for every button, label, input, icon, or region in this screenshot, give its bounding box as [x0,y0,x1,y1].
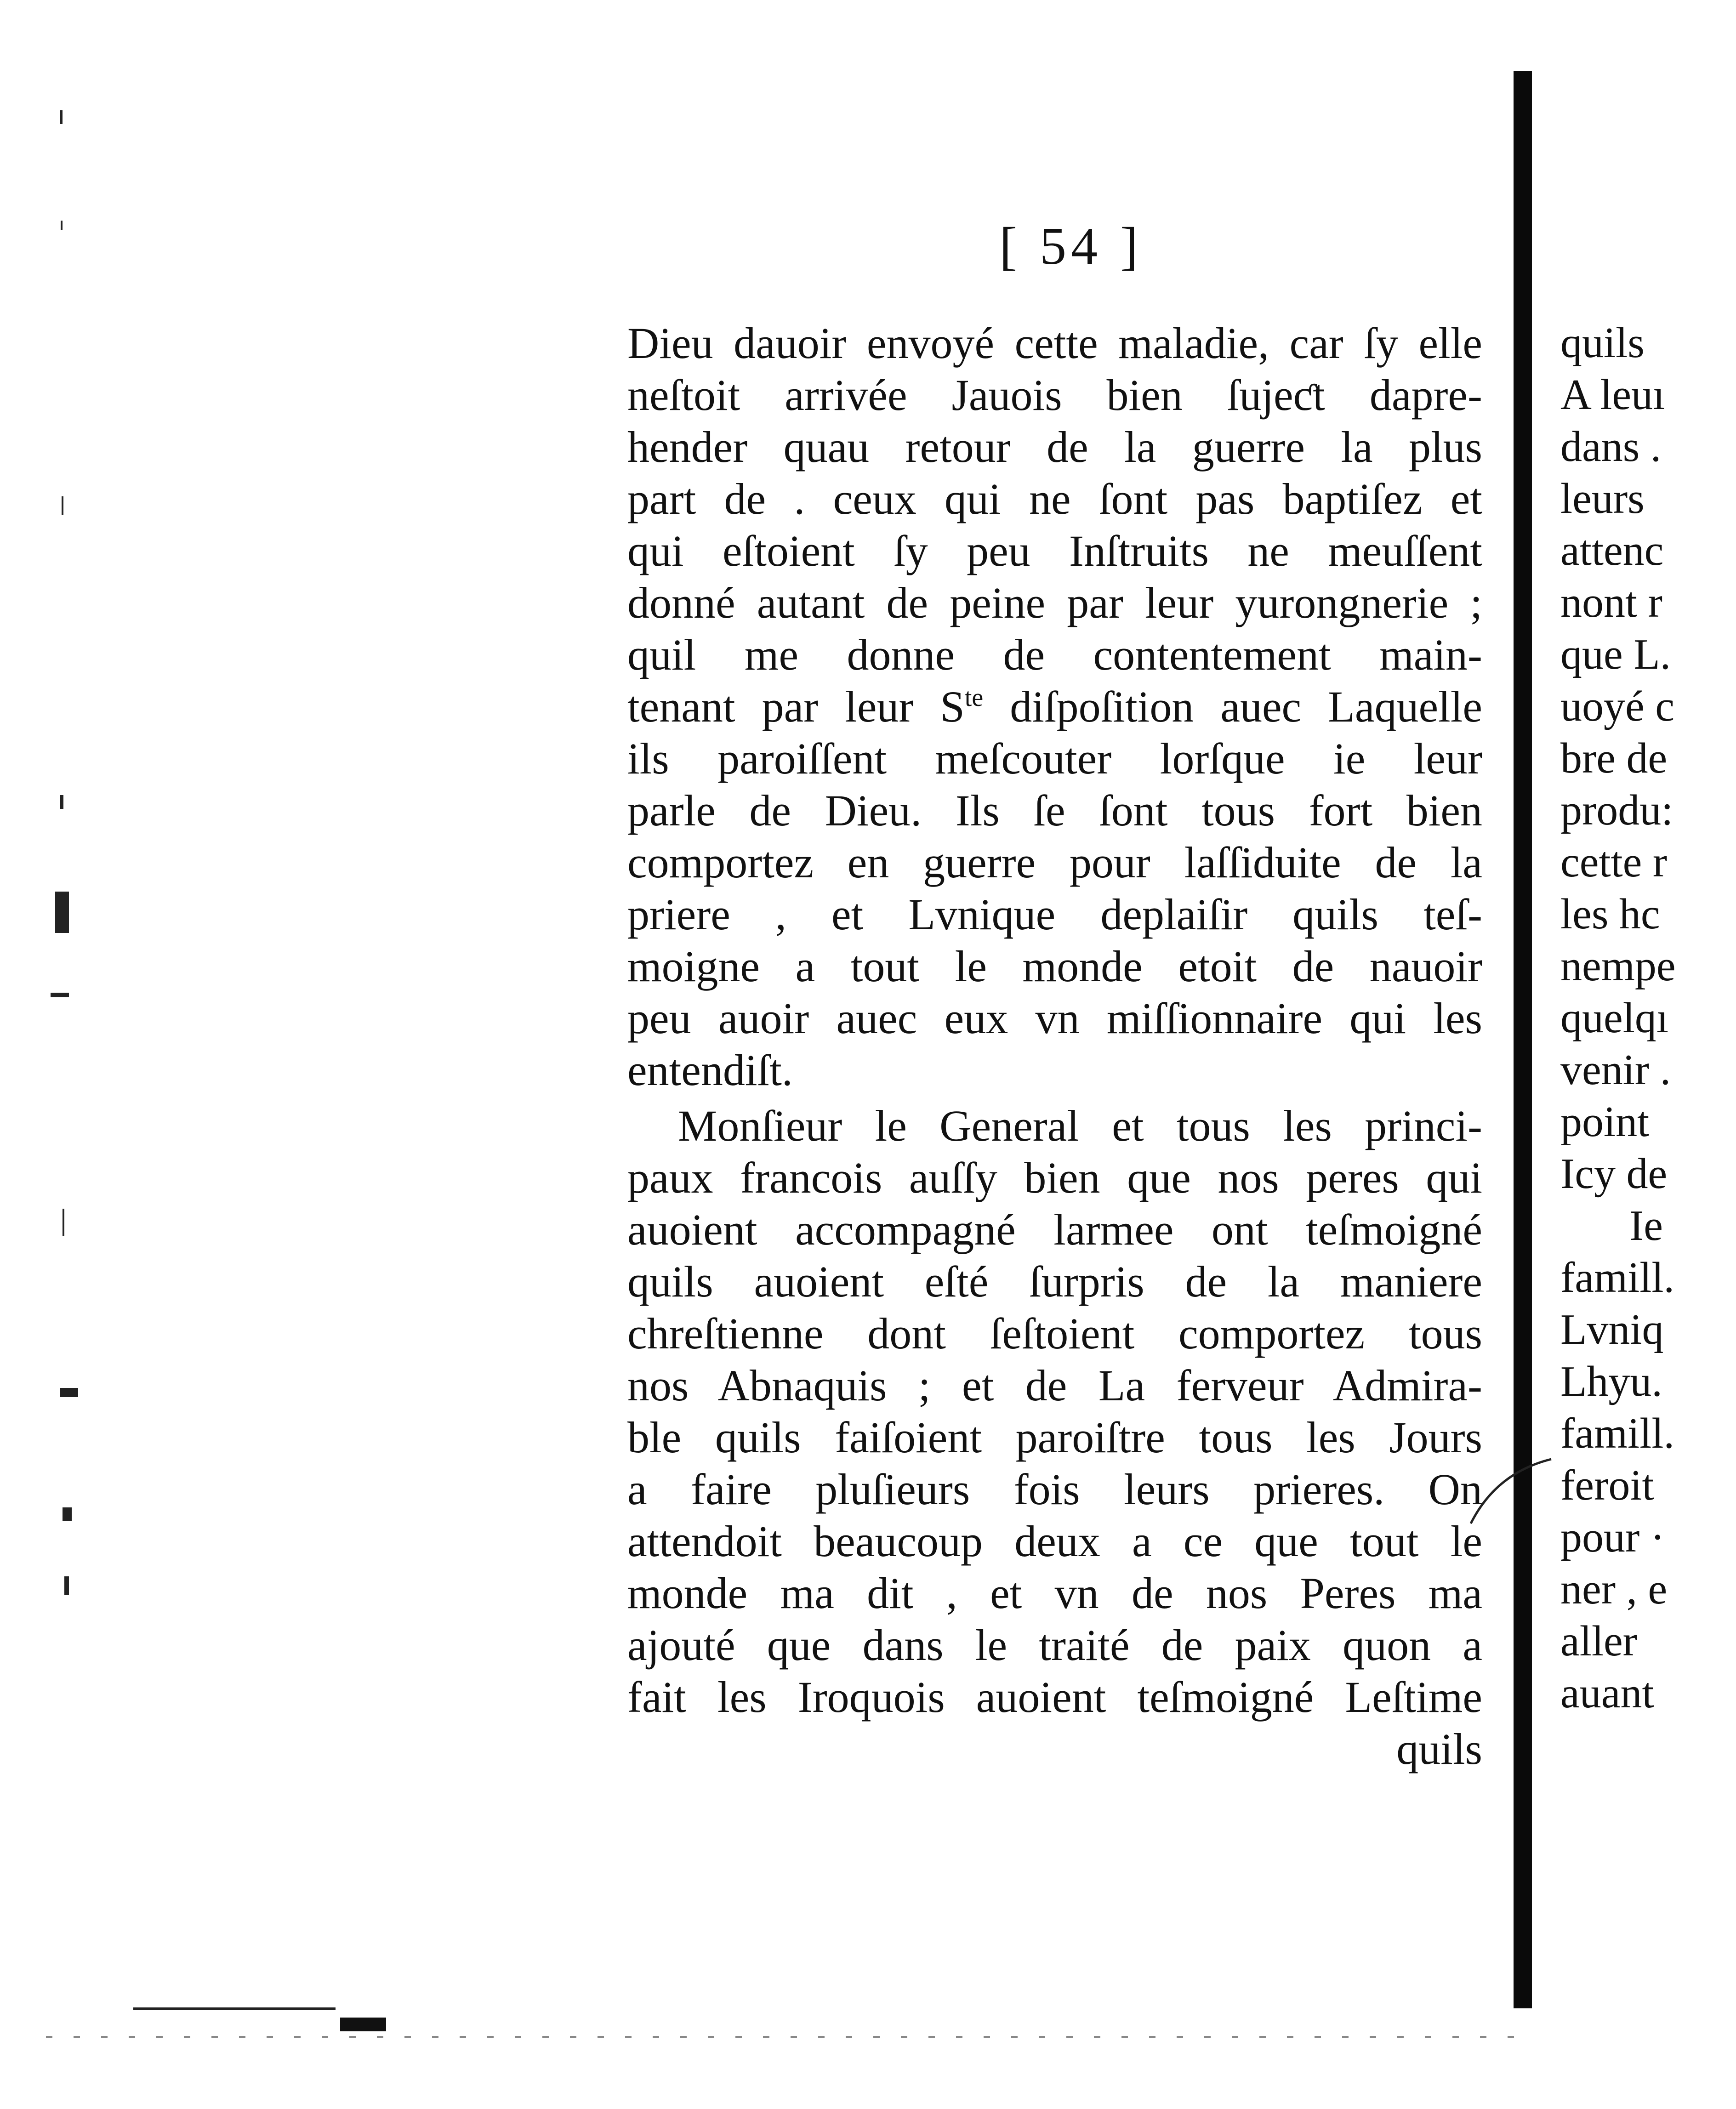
page-number: [ 54 ] [999,217,1143,276]
fragment-line: quelqı [1560,994,1668,1042]
bottom-scan-rule [133,2007,299,2010]
text-line: priere , et Lvnique deplaiſir quils teſ- [627,890,1482,939]
text-line: parle de Dieu. Ils ſe ſont tous fort bien [627,786,1482,835]
fragment-line: nempe [1560,942,1676,990]
fragment-line: produ: [1560,786,1673,834]
text-line: entendiſt. [627,1046,793,1095]
text-segment: tenant par leur S [627,682,965,731]
fragment-line: point [1560,1098,1650,1146]
text-line: nos Abnaquis ; et de La ferveur Admira- [627,1361,1482,1410]
text-line: comportez en guerre pour laſſiduite de la [627,838,1482,887]
fragment-line: dans . [1560,423,1662,471]
gutter-divider [1514,71,1532,2008]
fragment-line: auant [1560,1669,1654,1717]
fragment-line: que L. [1560,631,1671,678]
facing-page-fragment [1560,317,1736,1788]
fragment-line: pour · [1560,1513,1665,1561]
fragment-line: uoyé c [1560,682,1674,730]
fragment-line: A leuı [1560,371,1665,419]
bottom-scan-rule [299,2007,336,2010]
text-line: quil me donne de contentement main- [627,630,1482,679]
fragment-line: attenc [1560,527,1664,574]
text-line: a faire pluſieurs fois leurs prieres. On [627,1465,1482,1514]
margin-stroke [1468,1455,1560,1528]
fragment-line: famill. [1560,1410,1674,1457]
catchword: quils [1396,1724,1482,1774]
bottom-scan-mark [340,2018,386,2031]
text-line: neſtoit arrivée Jauois bien ſujeƈt dapre- [627,370,1482,420]
fragment-line: cette r [1560,838,1668,886]
text-line: peu auoir auec eux vn miſſionnaire qui les [627,994,1482,1043]
text-line: ils paroiſſent meſcouter lorſque ie leur [627,734,1482,783]
text-line: hender quau retour de la guerre la plus [627,422,1482,472]
text-line-with-superscript [627,681,1482,733]
fragment-line: leurs [1560,475,1645,523]
text-line: auoient accompagné larmee ont teſmoigné [627,1205,1482,1254]
paragraph-first-line: Monſieur le General et tous les princi- [678,1101,1482,1150]
text-line: ajouté que dans le traité de paix quon a [627,1620,1482,1670]
text-line: part de . ceux qui ne ſont pas baptiſez et [627,474,1482,523]
text-line: Dieu dauoir envoyé cette maladie, car ſy elle [627,318,1482,368]
main-text-column [627,317,1482,1775]
text-line: paux francois auſſy bien que nos peres qui [627,1153,1482,1202]
left-margin-scan-marks [46,83,101,2036]
fragment-line: Icy de [1560,1150,1668,1198]
text-segment: diſpoſition auec Laquelle [983,682,1482,731]
fragment-line: Lhyu. [1560,1358,1662,1405]
fragment-line: les hc [1560,890,1660,938]
page-edge-dots [46,2036,1517,2038]
text-line: donné autant de peine par leur yurongnerie ; [627,578,1482,627]
fragment-line: bre de [1560,734,1668,782]
text-line: monde ma dit , et vn de nos Peres ma [627,1569,1482,1618]
text-line: attendoit beaucoup deux a ce que tout le [627,1517,1482,1566]
fragment-line: quils [1560,319,1645,367]
text-line: fait les Iroquois auoient teſmoigné Leſtime [627,1672,1482,1722]
fragment-line: venir . [1560,1046,1671,1094]
fragment-line: Ie [1629,1202,1663,1250]
superscript: te [964,683,984,712]
fragment-line: feroit [1560,1461,1654,1509]
fragment-line: famill. [1560,1254,1674,1302]
fragment-line: aller [1560,1617,1637,1665]
text-line: qui eſtoient ſy peu Inſtruits ne meuſſent [627,526,1482,575]
text-line: chreſtienne dont ſeſtoient comportez tous [627,1309,1482,1358]
fragment-line: ner , e [1560,1565,1668,1613]
fragment-line: Lvniq [1560,1306,1664,1353]
text-line: quils auoient eſté ſurpris de la maniere [627,1257,1482,1306]
text-line: ble quils faiſoient paroiſtre tous les Jours [627,1413,1482,1462]
text-line: moigne a tout le monde etoit de nauoir [627,942,1482,991]
fragment-line: nont r [1560,579,1662,626]
